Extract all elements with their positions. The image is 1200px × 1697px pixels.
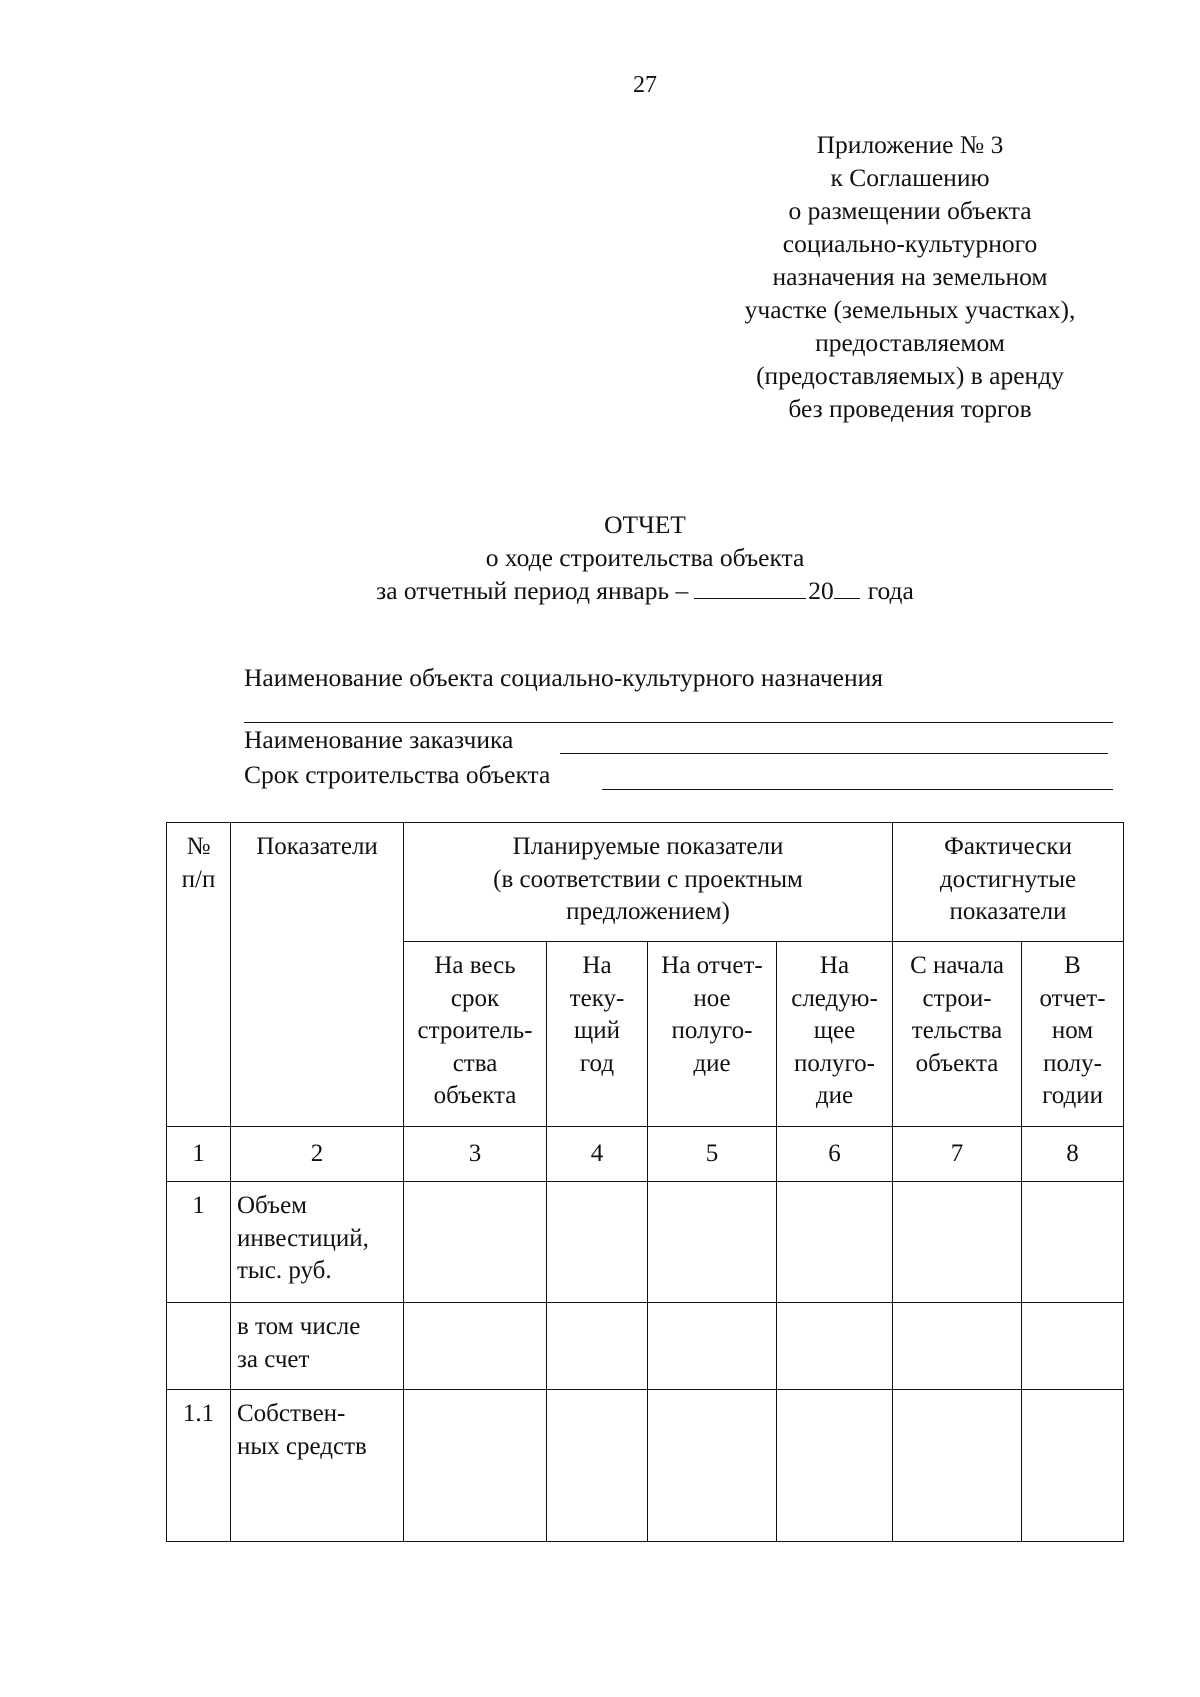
object-name-label: Наименование объекта социально-культурного назначения [244,663,884,692]
appendix-line: предоставляемом [815,328,1005,357]
appendix-block [700,128,1120,425]
data-cell[interactable] [893,1390,1022,1542]
period-prefix: за отчетный период январь – [376,576,689,605]
column-number: 2 [231,1127,404,1182]
column-number: 7 [893,1127,1022,1182]
data-cell[interactable] [404,1303,547,1390]
data-cell[interactable] [547,1303,648,1390]
header-num: № п/п [167,823,231,1127]
header-actual-group: Фактически достигнутые показатели [893,823,1124,942]
appendix-line: к Соглашению [830,163,990,192]
data-cell[interactable] [404,1182,547,1303]
data-cell[interactable] [1022,1303,1124,1390]
data-cell[interactable] [777,1303,893,1390]
page-number: 27 [633,72,657,98]
row-number: 1 [167,1182,231,1303]
table-row [167,1182,1124,1303]
data-cell[interactable] [777,1390,893,1542]
period-month-blank[interactable] [694,576,806,599]
row-label: в том числе за счет [231,1303,404,1390]
data-cell[interactable] [547,1390,648,1542]
header-row-main [167,823,1124,942]
column-number: 3 [404,1127,547,1182]
customer-blank[interactable] [560,753,1108,754]
header-sub-since-start: С начала строи- тельства объекта [893,942,1022,1127]
appendix-line: (предоставляемых) в аренду [756,361,1064,390]
report-title-block [0,508,1200,607]
column-number: 1 [167,1127,231,1182]
header-planned-group: Планируемые показатели (в соответствии с проектным предложением) [404,823,893,942]
header-sub-report-half: На отчет- ное полуго- дие [648,942,777,1127]
data-cell[interactable] [404,1390,547,1542]
period-suffix: года [867,576,914,605]
data-cell[interactable] [648,1182,777,1303]
column-number: 4 [547,1127,648,1182]
appendix-line: без проведения торгов [788,394,1032,423]
header-sub-total-term: На весь срок строитель- ства объекта [404,942,547,1127]
customer-label: Наименование заказчика [244,725,514,754]
appendix-line: назначения на земельном [772,262,1048,291]
row-number [167,1303,231,1390]
data-cell[interactable] [648,1303,777,1390]
appendix-line: социально-культурного [782,229,1038,258]
header-sub-next-half: На следую- щее полуго- дие [777,942,893,1127]
table-row [167,1390,1124,1542]
report-table [166,822,1124,1542]
row-number: 1.1 [167,1390,231,1542]
data-cell[interactable] [1022,1182,1124,1303]
data-cell[interactable] [1022,1390,1124,1542]
column-number: 5 [648,1127,777,1182]
report-subtitle: о ходе строительства объекта [485,543,805,572]
data-cell[interactable] [893,1182,1022,1303]
header-indicators: Показатели [231,823,404,1127]
row-label: Собствен- ных средств [231,1390,404,1542]
object-name-blank[interactable] [244,722,1113,723]
construction-term-blank[interactable] [602,789,1113,790]
construction-term-label: Срок строительства объекта [244,760,551,789]
appendix-line: участке (земельных участках), [744,295,1076,324]
report-period [0,574,1200,607]
period-year-blank[interactable] [834,576,860,599]
column-number: 8 [1022,1127,1124,1182]
data-cell[interactable] [777,1182,893,1303]
table-row [167,1303,1124,1390]
header-sub-current-year: На теку- щий год [547,942,648,1127]
report-heading: ОТЧЕТ [604,510,686,539]
data-cell[interactable] [547,1182,648,1303]
data-cell[interactable] [893,1303,1022,1390]
appendix-line: о размещении объекта [788,196,1032,225]
column-number: 6 [777,1127,893,1182]
period-year: 20 [808,576,834,605]
column-number-row [167,1127,1124,1182]
data-cell[interactable] [648,1390,777,1542]
header-sub-in-report-half: В отчет- ном полу- годии [1022,942,1124,1127]
appendix-line: Приложение № 3 [816,130,1004,159]
row-label: Объем инвестиций, тыс. руб. [231,1182,404,1303]
